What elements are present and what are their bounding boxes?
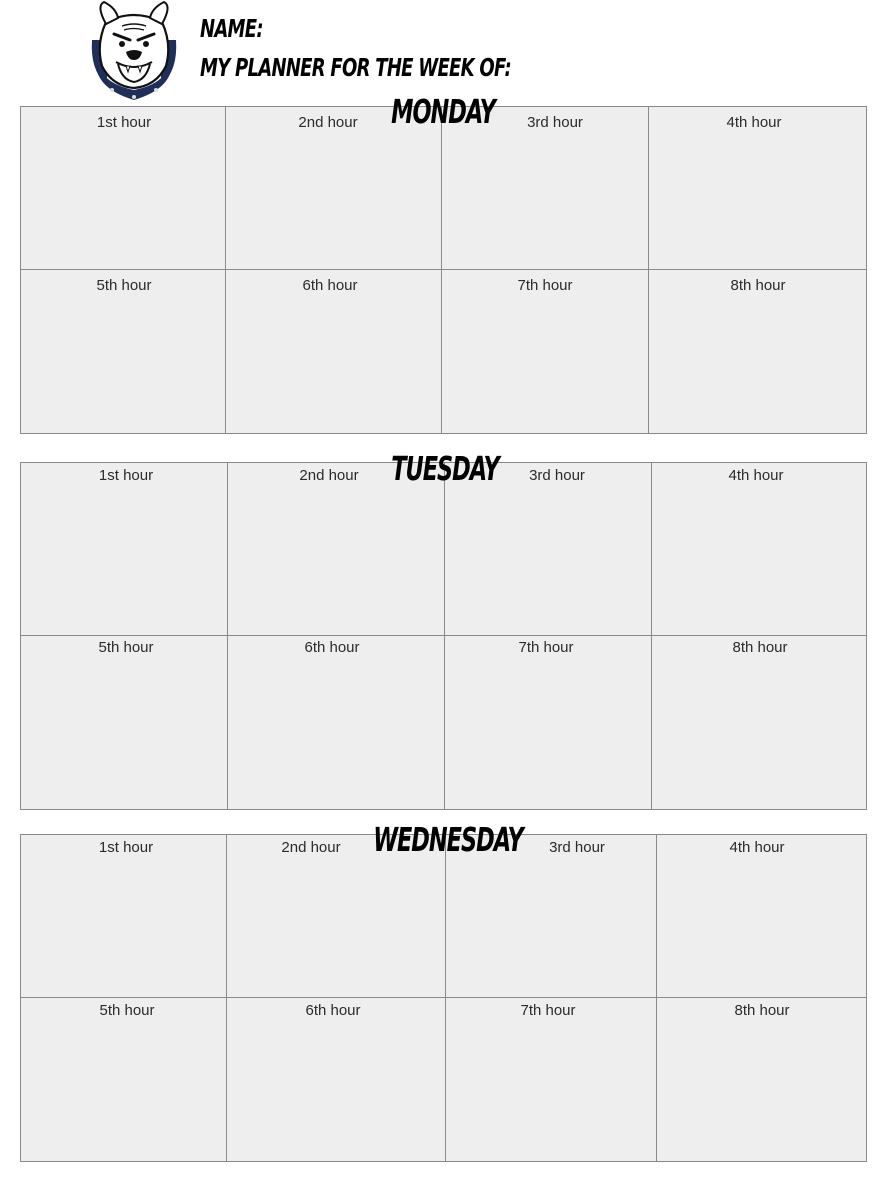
hour-cell-label: 4th hour <box>728 467 784 484</box>
grid-divider <box>20 997 867 998</box>
grid-divider <box>648 106 649 434</box>
hour-cell-label: 2nd hour <box>281 839 341 856</box>
hour-cell-label: 6th hour <box>305 1002 361 1019</box>
hour-cell-label: 8th hour <box>730 277 786 294</box>
grid-divider <box>444 462 445 810</box>
grid-divider <box>656 834 657 1162</box>
hour-cell-label: 5th hour <box>98 639 154 656</box>
hour-cell-label: 7th hour <box>518 639 574 656</box>
day-title-wednesday: WEDNESDAY <box>373 820 523 859</box>
day-grid <box>20 834 867 1162</box>
hour-cell-label: 2nd hour <box>299 467 359 484</box>
day-title-monday: MONDAY <box>391 92 495 131</box>
grid-divider <box>226 834 227 1162</box>
hour-cell-label: 3rd hour <box>529 467 585 484</box>
hour-cell-label: 7th hour <box>520 1002 576 1019</box>
grid-divider <box>20 269 867 270</box>
hour-cell-label: 5th hour <box>96 277 152 294</box>
hour-cell-label: 4th hour <box>726 114 782 131</box>
grid-divider <box>445 834 446 1162</box>
day-title-tuesday: TUESDAY <box>391 449 499 488</box>
hour-cell-label: 8th hour <box>734 1002 790 1019</box>
hour-cell-label: 4th hour <box>729 839 785 856</box>
hour-cell-label: 7th hour <box>517 277 573 294</box>
hour-cell-label: 1st hour <box>98 467 154 484</box>
name-label: NAME: <box>200 14 263 43</box>
hour-cell-label: 6th hour <box>302 277 358 294</box>
hour-cell-label: 8th hour <box>732 639 788 656</box>
hour-cell-label: 3rd hour <box>527 114 583 131</box>
grid-divider <box>225 106 226 434</box>
bulldog-mascot-icon <box>86 0 182 104</box>
hour-cell-label: 2nd hour <box>298 114 358 131</box>
grid-divider <box>227 462 228 810</box>
grid-divider <box>20 635 867 636</box>
day-grid <box>20 106 867 434</box>
hour-cell-label: 1st hour <box>96 114 152 131</box>
hour-cell-label: 1st hour <box>98 839 154 856</box>
hour-cell-label: 6th hour <box>304 639 360 656</box>
grid-divider <box>441 106 442 434</box>
week-of-label: MY PLANNER FOR THE WEEK OF: <box>200 53 512 82</box>
hour-cell-label: 5th hour <box>99 1002 155 1019</box>
grid-divider <box>651 462 652 810</box>
hour-cell-label: 3rd hour <box>549 839 605 856</box>
